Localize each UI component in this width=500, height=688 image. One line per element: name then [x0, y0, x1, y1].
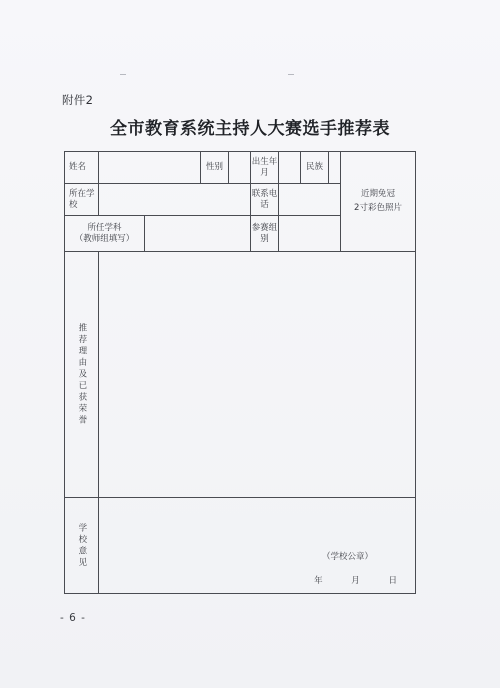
ethnicity-input-cell[interactable] — [329, 152, 341, 184]
gender-input-cell[interactable] — [229, 152, 251, 184]
month-label: 月 — [351, 576, 360, 587]
reason-label — [65, 252, 99, 498]
year-label: 年 — [314, 576, 323, 587]
reason-input-area[interactable] — [99, 252, 416, 498]
group-label: 参赛组别 — [251, 216, 279, 252]
recommendation-form-table — [64, 151, 416, 594]
birth-input-cell[interactable] — [279, 152, 301, 184]
gender-label: 性别 — [201, 152, 229, 184]
ethnicity-label: 民族 — [301, 152, 329, 184]
subject-input-cell[interactable] — [145, 216, 251, 252]
name-label: 姓名 — [65, 152, 99, 184]
subject-note: （教师组填写） — [74, 233, 135, 244]
school-input-cell[interactable] — [99, 184, 251, 216]
scan-speck — [288, 74, 294, 75]
scan-speck — [120, 74, 126, 75]
attachment-label: 附件2 — [62, 93, 94, 107]
school-opinion-label-text: 学校意见 — [76, 522, 87, 569]
school-label: 所在学校 — [65, 184, 99, 216]
form-row — [65, 252, 416, 498]
form-title: 全市教育系统主持人大赛选手推荐表 — [110, 119, 390, 139]
photo-line1: 近期免冠 — [361, 189, 396, 200]
school-opinion-input-area[interactable] — [99, 498, 416, 594]
subject-label — [65, 216, 145, 252]
date-line — [300, 576, 397, 587]
form-row — [65, 152, 416, 184]
form-row — [65, 498, 416, 594]
phone-label: 联系电话 — [251, 184, 279, 216]
photo-box[interactable] — [341, 152, 416, 252]
school-seal-text: （学校公章） — [322, 552, 374, 563]
page-number: - 6 - — [60, 612, 86, 624]
reason-label-text: 推荐理由及已获荣誉 — [76, 322, 87, 427]
school-opinion-label — [65, 498, 99, 594]
phone-input-cell[interactable] — [279, 184, 341, 216]
subject-label-text: 所任学科 — [87, 222, 122, 233]
group-input-cell[interactable] — [279, 216, 341, 252]
birth-label: 出生年月 — [251, 152, 279, 184]
day-label: 日 — [388, 576, 398, 587]
name-input-cell[interactable] — [99, 152, 201, 184]
photo-line2: 2寸彩色照片 — [354, 202, 402, 213]
